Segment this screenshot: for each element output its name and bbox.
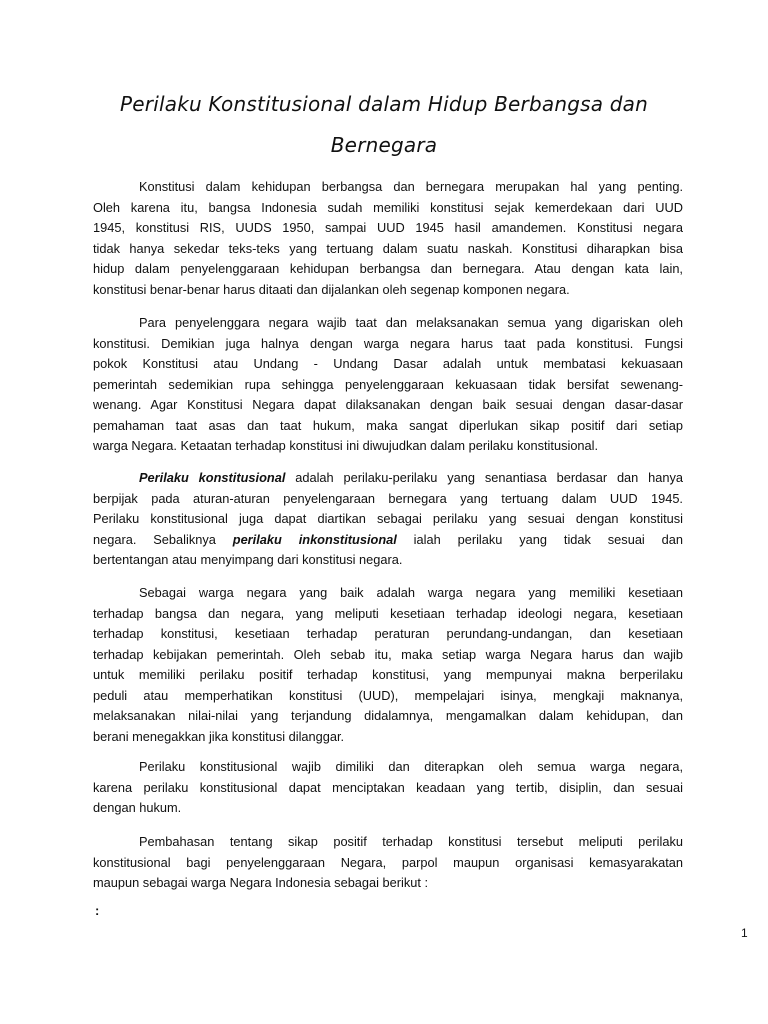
text-line: terhadap bangsa dan negara, yang meliputi kesetiaan terhadap ideologi negara, kesetiaan [93, 605, 683, 621]
text-line: konstitusi. Demikian juga halnya dengan warga negara harus taat pada konstitusi. Fungsi [93, 335, 683, 351]
text-line: dengan hukum. [93, 800, 182, 815]
text-segment: negara. Sebaliknya [93, 531, 233, 547]
paragraph-5 [93, 757, 683, 819]
text-line: untuk memiliki perilaku positif terhadap konstitusi, yang mempunyai makna berperilaku [93, 667, 683, 682]
text-line: tidak hanya sekedar teks-teks yang tertuang dalam suatu naskah. Konstitusi diharapkan bisa [93, 240, 683, 256]
document-title-line-2: Bernegara [330, 133, 438, 157]
text-line: Pembahasan tentang sikap positif terhadap konstitusi tersebut meliputi perilaku [139, 834, 683, 849]
text-line [93, 468, 683, 489]
page-number: 1 [741, 926, 748, 940]
trailing-colon: : [95, 903, 100, 918]
text-line: hidup dalam penyelenggaraan kehidupan berbangsa dan bernegara. Atau dengan kata lain, [93, 261, 683, 276]
text-line: berani menegakkan jika konstitusi dilanggar. [93, 728, 345, 744]
paragraph-4 [93, 583, 683, 747]
emphasized-term: perilaku inkonstitusional [232, 531, 397, 547]
text-line: berpijak pada aturan-aturan penyelengaraan bernegara yang tertuang dalam UUD 1945. [93, 490, 683, 506]
text-line: peduli atau memperhatikan konstitusi (UUD), mempelajari isinya, mengkaji maknanya, [93, 687, 683, 703]
text-line: maupun sebagai warga Negara Indonesia sebagai berikut : [93, 875, 429, 890]
text-line: bertentangan atau menyimpang dari konstitusi negara. [93, 552, 403, 567]
text-line: Oleh karena itu, bangsa Indonesia sudah memiliki konstitusi sejak kemerdekaan dari UUD [93, 199, 683, 215]
text-line: karena perilaku konstitusional dapat menciptakan keadaan yang tertib, disiplin, dan sesuai [93, 779, 683, 795]
text-line: Para penyelenggara negara wajib taat dan melaksanakan semua yang digariskan oleh [139, 315, 683, 330]
document-title-line-1: Perilaku Konstitusional dalam Hidup Berbangsa dan [120, 92, 648, 116]
text-line: konstitusi benar-benar harus ditaati dan dijalankan oleh segenap komponen negara. [93, 281, 570, 297]
text-line: pemahaman taat asas dan taat hukum, maka sangat diperlukan sikap positif dari setiap [93, 417, 683, 433]
emphasized-term: Perilaku konstitusional [139, 470, 286, 485]
text-line: pokok Konstitusi atau Undang - Undang Dasar adalah untuk membatasi kekuasaan [93, 356, 683, 371]
text-line: terhadap konstitusi, kesetiaan terhadap peraturan perundang-undangan, dan kesetiaan [93, 626, 683, 641]
text-line: Sebagai warga negara yang baik adalah warga negara yang memiliki kesetiaan [139, 585, 683, 600]
text-segment: ialah perilaku yang tidak sesuai dan [396, 531, 683, 547]
text-line: wenang. Agar Konstitusi Negara dapat dilaksanakan dengan baik sesuai dengan dasar-dasar [93, 397, 683, 412]
text-line: Perilaku konstitusional wajib dimiliki dan diterapkan oleh semua warga negara, [139, 759, 683, 774]
paragraph-1 [93, 177, 683, 300]
text-line: melaksanakan nilai-nilai yang terjandung didalamnya, mengamalkan dalam kehidupan, dan [93, 708, 683, 723]
text-line: Konstitusi dalam kehidupan berbangsa dan bernegara merupakan hal yang penting. [139, 179, 683, 194]
text-line: pemerintah sedemikian rupa sehingga penyelenggaraan kekuasaan tidak bersifat sewenang- [93, 376, 683, 392]
text-segment: adalah perilaku-perilaku yang senantiasa berdasar dan hanya [285, 470, 684, 485]
text-line: terhadap kebijakan pemerintah. Oleh sebab itu, maka setiap warga Negara harus dan wajib [93, 646, 683, 662]
text-line: konstitusional bagi penyelenggaraan Negara, parpol maupun organisasi kemasyarakatan [93, 854, 683, 870]
paragraph-2 [93, 313, 683, 457]
text-line: warga Negara. Ketaatan terhadap konstitusi ini diwujudkan dalam perilaku konstitusional. [93, 438, 599, 453]
paragraph-6 [93, 832, 683, 894]
text-line: Perilaku konstitusional juga dapat diartikan sebagai perilaku yang sesuai dengan konstitusi [93, 511, 683, 526]
paragraph-3 [93, 468, 683, 571]
text-line: 1945, konstitusi RIS, UUDS 1950, sampai UUD 1945 hasil amandemen. Konstitusi negara [93, 220, 683, 235]
text-line [93, 530, 683, 551]
